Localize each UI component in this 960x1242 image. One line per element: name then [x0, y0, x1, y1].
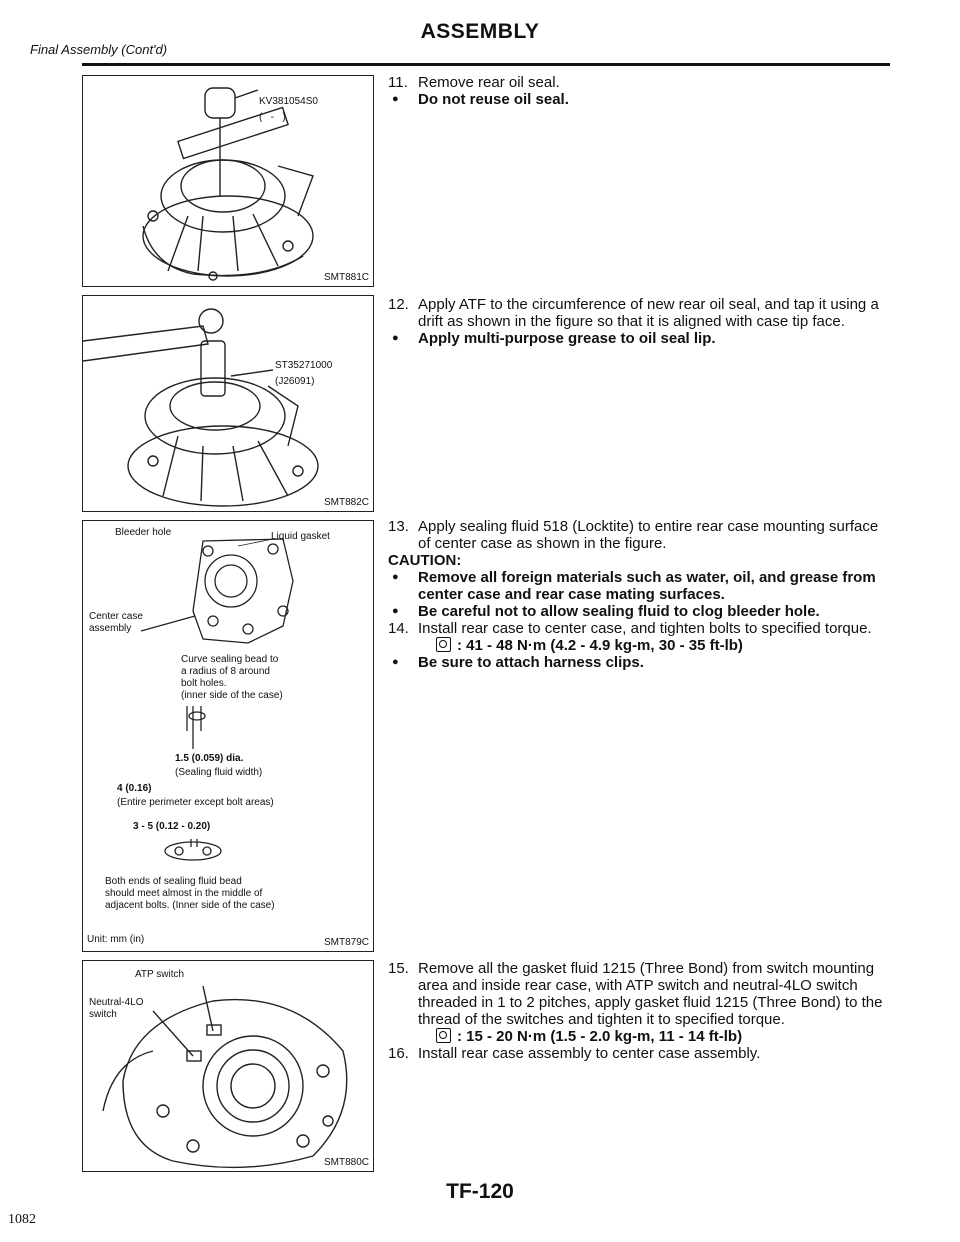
bullet-note: ● Do not reuse oil seal. — [388, 91, 888, 108]
torque-value: : 41 - 48 N·m (4.2 - 4.9 kg-m, 30 - 35 ft-lb) — [457, 637, 743, 654]
figure-code: SMT881C — [323, 272, 369, 283]
tool-alt-number: (J26091) — [275, 376, 315, 387]
steps-13-14 — [388, 518, 888, 671]
neutral-switch-label: Neutral-4LO switch — [89, 997, 144, 1020]
step-number: 14. — [388, 620, 409, 637]
step-number: 16. — [388, 1045, 409, 1062]
torque-wrench-icon — [436, 637, 451, 652]
step-number: 12. — [388, 296, 409, 313]
steps-12 — [388, 296, 888, 347]
tool-number: KV381054S0 — [259, 96, 318, 107]
page-title: ASSEMBLY — [420, 20, 540, 43]
steps-15-16 — [388, 960, 888, 1062]
curve-note: Curve sealing bead to a radius of 8 around bolt holes. (inner side of the case) — [181, 654, 283, 701]
bullet-note: ● Be sure to attach harness clips. — [388, 654, 888, 671]
steps-11 — [388, 74, 888, 108]
torque-spec — [388, 637, 888, 654]
figure-sealing-fluid-application — [82, 520, 374, 952]
step-text: Install rear case assembly to center case assembly. — [418, 1045, 761, 1062]
figure-rear-oil-seal-removal — [82, 75, 374, 287]
puller-illustration — [83, 76, 373, 286]
step-text: Remove all the gasket fluid 1215 (Three Bond) from switch mounting area and inside rear case, with ATP switch and neutral-4LO switch threaded in 1 to 2 pitches, apply gasket fluid 1215 (Three Bond) to the thread of the switches and tighten it to specified torque. — [418, 960, 883, 1028]
figure-code: SMT879C — [323, 937, 369, 948]
step-number: 11. — [388, 74, 408, 91]
figure-oil-seal-installation — [82, 295, 374, 512]
tool-number: ST35271000 — [275, 360, 333, 371]
figure-code: SMT880C — [323, 1157, 369, 1168]
bead-diameter: 1.5 (0.059) dia. — [175, 753, 244, 764]
figure-switch-installation — [82, 960, 374, 1172]
tool-alt-number: ( - ) — [259, 112, 286, 123]
caution-heading: CAUTION: — [388, 552, 462, 569]
side-page-number: 1082 — [8, 1212, 36, 1227]
step-14 — [388, 620, 888, 637]
step-11 — [388, 74, 888, 91]
step-number: 15. — [388, 960, 409, 977]
step-text: Install rear case to center case, and tighten bolts to specified torque. — [418, 620, 872, 637]
atp-switch-label: ATP switch — [135, 969, 185, 980]
bullet-note: ● Apply multi-purpose grease to oil seal lip. — [388, 330, 888, 347]
rear-case-illustration — [83, 961, 373, 1171]
bullet-note: ● Be careful not to allow sealing fluid to clog bleeder hole. — [388, 603, 888, 620]
figure-code: SMT882C — [323, 497, 369, 508]
liquid-gasket-label: Liquid gasket — [271, 531, 330, 542]
ends-note: Both ends of sealing fluid bead should meet almost in the middle of adjacent bolts. (Inner side of the case) — [105, 876, 275, 911]
step-text: Remove rear oil seal. — [418, 74, 560, 91]
gap-dimension: 3 - 5 (0.12 - 0.20) — [133, 821, 211, 832]
step-12 — [388, 296, 888, 330]
perimeter-width: 4 (0.16) — [117, 783, 152, 794]
center-case-label: Center case assembly — [89, 611, 143, 634]
step-15 — [388, 960, 888, 1028]
drift-illustration — [83, 296, 373, 511]
step-text: Apply ATF to the circumference of new rear oil seal, and tap it using a drift as shown in the figure so that it is aligned with case tip face. — [418, 296, 879, 330]
bead-diameter-note: (Sealing fluid width) — [175, 767, 263, 778]
step-text: Apply sealing fluid 518 (Locktite) to entire rear case mounting surface of center case as shown in the figure. — [418, 518, 879, 552]
unit-label: Unit: mm (in) — [87, 934, 145, 945]
torque-spec — [388, 1028, 888, 1045]
step-13 — [388, 518, 888, 552]
header-rule — [82, 63, 890, 66]
section-subheader: Final Assembly (Cont'd) — [30, 42, 168, 57]
page-number: TF-120 — [446, 1180, 514, 1203]
bullet-note: ● Remove all foreign materials such as water, oil, and grease from center case and rear case mating surfaces. — [388, 569, 888, 603]
step-number: 13. — [388, 518, 409, 535]
torque-value: : 15 - 20 N·m (1.5 - 2.0 kg-m, 11 - 14 ft-lb) — [457, 1028, 743, 1045]
step-16 — [388, 1045, 888, 1062]
bleeder-hole-label: Bleeder hole — [115, 527, 172, 538]
perimeter-note: (Entire perimeter except bolt areas) — [117, 797, 274, 808]
torque-wrench-icon — [436, 1028, 451, 1043]
